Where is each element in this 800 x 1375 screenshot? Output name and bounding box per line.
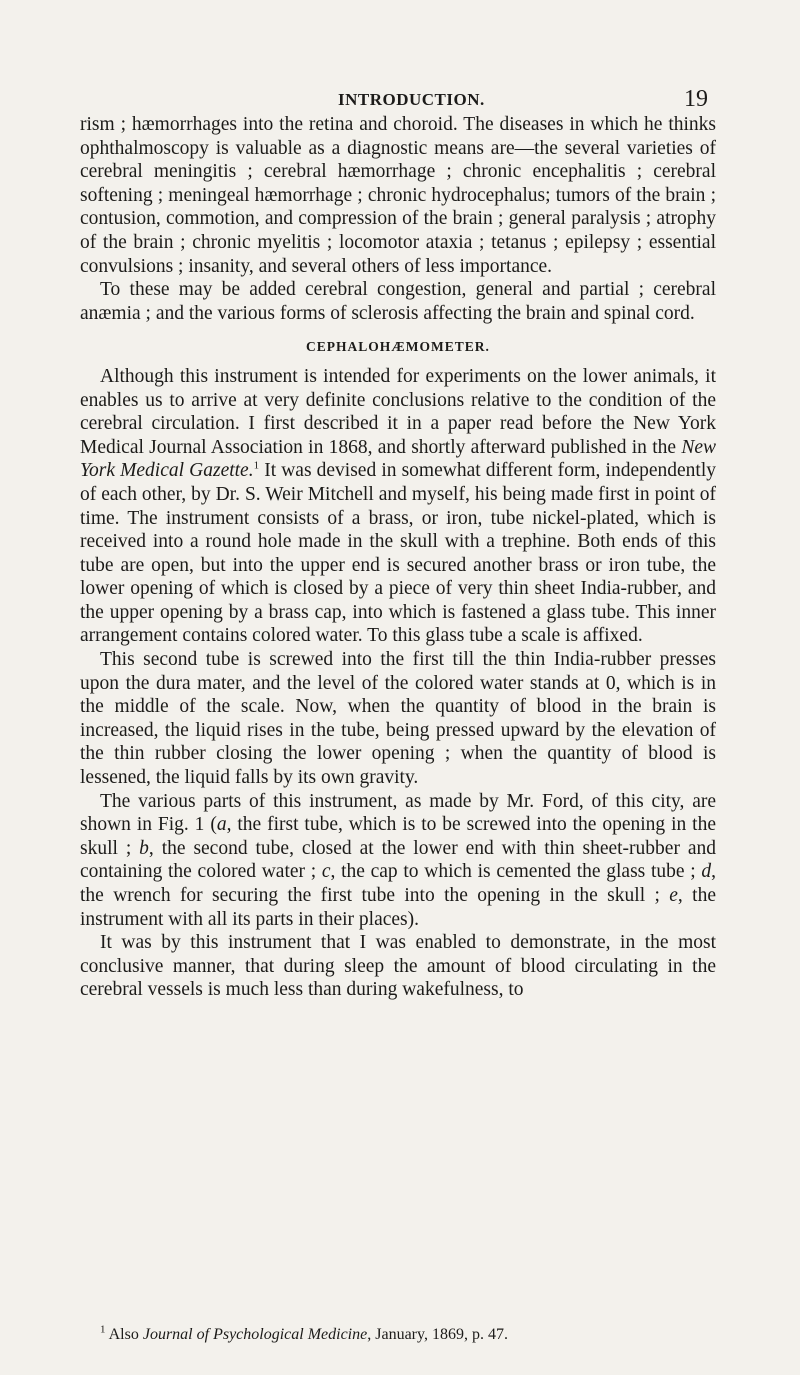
page-header bbox=[0, 86, 800, 116]
p5-text-6: , the instrument with all its parts in their places). bbox=[80, 885, 716, 930]
paragraph-3-text-b: It was devised in somewhat different form, independently of each other, by Dr. S. Weir Mitchell and myself, his being made first in point of time. The instrument consists of a brass, or iron, tube nickel-plated, which is received into a round hole made in the skull with a trephine. Both ends of this tube are open, but into the upper end is secured another brass or iron tube, the lower opening of which is closed by a piece of very thin sheet India-rubber, and the upper opening by a brass cap, into which is fastened a glass tube. This inner arrangement contains colored water. To this glass tube a scale is affixed. bbox=[80, 460, 716, 647]
letter-c: c bbox=[321, 861, 331, 883]
journal-title: New York Medical Gazette. bbox=[80, 436, 716, 482]
paragraph-1: rism ; hæmorrhages into the retina and choroid. The diseases in which he thinks ophthalmoscopy is valuable as a diagnostic means are—the several varieties of cerebral meningitis ; cerebral hæmorrhage ; chronic encephalitis ; cerebral softening ; meningeal hæmorrhage ; chronic hydrocephalus; tumors of the brain ; contusion, commotion, and compression of the brain ; general paralysis ; atrophy of the brain ; chronic myelitis ; locomotor ataxia ; tetanus ; epilepsy ; essential convulsions ; insanity, and several others of less importance. bbox=[80, 114, 716, 277]
letter-d: d bbox=[701, 861, 712, 883]
page-number: 19 bbox=[684, 86, 708, 112]
section-heading: CEPHALOHÆMOMETER. bbox=[306, 339, 490, 355]
p5-text-5: , the wrench for securing the first tube into the opening in the skull ; bbox=[80, 861, 716, 906]
letter-b: b bbox=[139, 837, 149, 859]
footnote-journal: Journal of Psychological Medicine bbox=[142, 1326, 368, 1343]
paragraph-5 bbox=[80, 790, 716, 932]
paragraph-4: This second tube is screwed into the first till the thin India-rubber presses upon the dura mater, and the level of the colored water stands at 0, which is in the middle of the scale. Now, when the quantity of blood in the brain is increased, the liquid rises in the tube, being pressed upward by the elevation of the thin rubber closing the lower opening ; when the quantity of blood is lessened, the liquid falls by its own gravity. bbox=[80, 649, 716, 789]
body-text bbox=[80, 113, 716, 1002]
footnote-suffix: , January, 1869, p. 47. bbox=[367, 1326, 508, 1343]
p5-text-2: , the first tube, which is to be screwed into the opening in the skull ; bbox=[80, 814, 716, 859]
letter-a: a bbox=[216, 814, 227, 836]
running-title: INTRODUCTION. bbox=[338, 90, 485, 109]
paragraph-3-text-a: Although this instrument is intended for experiments on the lower animals, it enables us to arrive at very definite conclusions relative to the condition of the cerebral circulation. I first described it in a paper read before the New York Medical Journal Association in 1868, and shortly afterward published in the bbox=[80, 365, 716, 458]
paragraph-6: It was by this instrument that I was enabled to demonstrate, in the most conclusive manner, that during sleep the amount of blood circulating in the cerebral vessels is much less than during wakefulness, to bbox=[80, 932, 716, 1001]
letter-e: e bbox=[669, 885, 678, 906]
p5-text-3: , the second tube, closed at the lower end with thin sheet-rubber and containing the colored water ; bbox=[80, 837, 717, 883]
paragraph-3 bbox=[80, 365, 716, 648]
paragraph-2: To these may be added cerebral congestion, general and partial ; cerebral anæmia ; and the various forms of sclerosis affecting the brain and spinal cord. bbox=[80, 279, 716, 324]
footnote-prefix: Also bbox=[105, 1326, 143, 1343]
footnote-marker: 1 bbox=[100, 1323, 106, 1336]
p5-text-1: The various parts of this instrument, as made by Mr. Ford, of this city, are shown in Fig. 1 ( bbox=[80, 790, 716, 836]
footnote-reference: 1 bbox=[253, 459, 260, 472]
footnote bbox=[100, 1325, 740, 1345]
p5-text-4: , the cap to which is cemented the glass tube ; bbox=[330, 861, 702, 883]
